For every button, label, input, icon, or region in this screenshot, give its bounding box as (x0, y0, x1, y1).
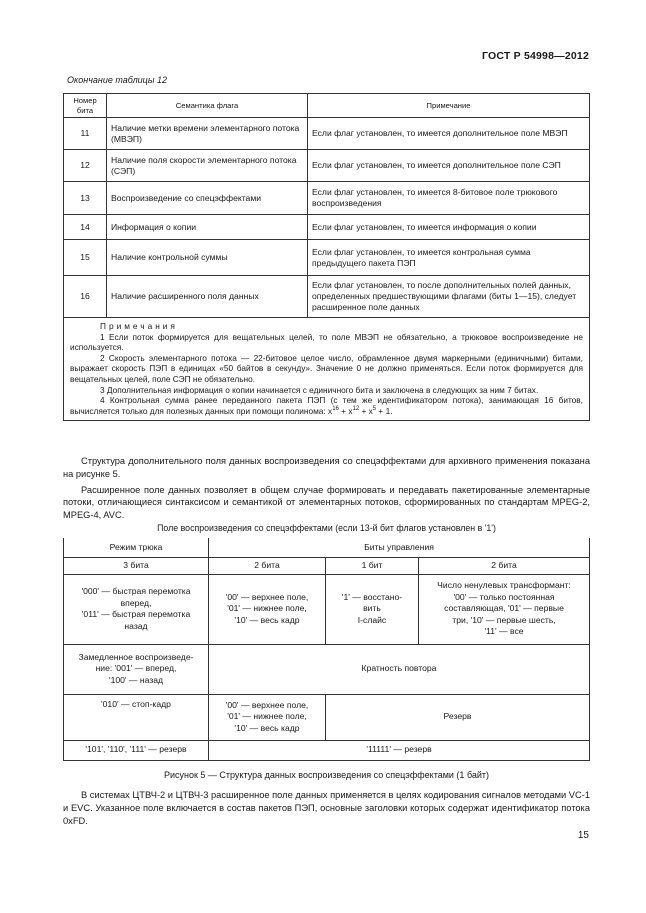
flag-note: Если флаг установлен, то имеется 8-битовое поле трюкового воспроизведения (308, 182, 590, 215)
polynomial: $x^{16} + x^{12} + x^5 + 1$. (328, 405, 393, 416)
transform-count-cell: Число ненулевых трансформант: '00' — только постоянная составляющая, '01' — первые три, '10' — первые шесть, '11' — все (419, 574, 590, 644)
note-item: 3 Дополнительная информация о копии начинается с единичного бита и заключена в следующих за ним 7 битах. (100, 384, 539, 395)
note-4-text: 4 Контрольная сумма ранее переданного пакета ПЭП (с тем же идентификатором потока), занимающая 16 битов, вычисляется только для полезных данных при помощи полинома: (70, 395, 583, 416)
table-notes (64, 318, 590, 421)
note-item (70, 395, 583, 416)
table-row (64, 118, 590, 150)
flag-note: Если флаг установлен, то имеется дополнительное поле СЭП (308, 150, 590, 182)
bit-number: 15 (64, 240, 107, 276)
final-text (63, 789, 590, 827)
bit-number: 11 (64, 118, 107, 150)
flag-semantics: Наличие расширенного поля данных (107, 276, 308, 318)
figure-title: Поле воспроизведения со спецэффектами (если 13-й бит флагов установлен в '1') (157, 523, 496, 533)
page-number: 15 (577, 830, 589, 841)
flag-semantics: Наличие поля скорости элементарного потока (СЭП) (107, 150, 308, 182)
flags-table (63, 93, 590, 421)
bit-number: 13 (64, 182, 107, 215)
fast-forward-cell: '000' — быстрая перемотка вперед, '011' — быстрая перемотка назад (64, 574, 209, 644)
figure-row (64, 740, 590, 760)
field-select-cell: '00' — верхнее поле, '01' — нижнее поле, '10' — весь кадр (209, 694, 326, 740)
flag-semantics: Наличие контрольной суммы (107, 240, 308, 276)
table-header-row (64, 94, 590, 118)
sub-2-bits: 2 бита (209, 557, 326, 574)
reserved-modes-cell: '101', '110', '111' — резерв (64, 740, 209, 760)
repeat-factor-cell: Кратность повтора (209, 644, 590, 694)
i-slice-cell: '1' — восстано- вить I-слайс (326, 574, 419, 644)
field-select-cell: '00' — верхнее поле, '01' — нижнее поле, '10' — весь кадр (209, 574, 326, 644)
header-flag-semantics: Семантика флага (107, 94, 308, 118)
reserved-bits-cell: '11111' — резерв (209, 740, 590, 760)
figure-row (64, 574, 590, 644)
flag-semantics: Наличие метки времени элементарного потока (МВЭП) (107, 118, 308, 150)
head-control-bits: Биты управления (209, 538, 590, 557)
flag-semantics: Воспроизведение со спецэффектами (107, 182, 308, 215)
slow-motion-cell: Замедленное воспроизведе- ние: '001' — вперед, '100' — назад (64, 644, 209, 694)
sub-3-bits: 3 бита (64, 557, 209, 574)
figure-row (64, 694, 590, 740)
bit-number: 14 (64, 215, 107, 240)
note-item: 2 Скорость элементарного потока — 22-битовое целое число, обрамленное двумя маркерными (единичными) битами, выражает скорость ПЭП в единицах «50 байтов в секунду». Значение 0 не должно применяться. Если поток формируется для вещательных целей, поле СЭП не обязательно. (70, 352, 583, 384)
reserve-cell: Резерв (326, 694, 590, 740)
table-row (64, 215, 590, 240)
figure-header-row (64, 538, 590, 557)
paragraph: В системах ЦТВЧ-2 и ЦТВЧ-3 расширенное поле данных применяется в целях кодирования сигналов методами VC-1 и EVC. Указанное поле включается в состав пакетов ПЭП, основные заголовки которых содержат идентификатор потока 0xFD. (63, 790, 590, 826)
flag-note: Если флаг установлен, то после дополнительных полей данных, определенных предшествующими флагами (биты 1—15), следует расширенное поле данных (308, 276, 590, 318)
figure-row (64, 644, 590, 694)
header-bit-number: Номер бита (64, 94, 107, 118)
table-row (64, 182, 590, 215)
table-row (64, 240, 590, 276)
paragraph: Расширенное поле данных позволяет в общем случае формировать и передавать пакетированные элементарные потоки, отличающиеся синтаксисом и семантикой от элементарных потоков, сформированных по стандартам MPEG-2, MPEG-4, AVC. (63, 484, 590, 521)
freeze-frame-cell: '010' — стоп-кадр (64, 694, 209, 740)
note-item: 1 Если поток формируется для вещательных целей, то поле МВЭП не обязательно, а трюковое воспроизведение не используется. (70, 331, 583, 353)
flag-note: Если флаг установлен, то имеется контрольная сумма предыдущего пакета ПЭП (308, 240, 590, 276)
sub-2-bits-b: 2 бита (419, 557, 590, 574)
body-text (63, 455, 590, 525)
figure-caption: Рисунок 5 — Структура данных воспроизведения со спецэффектами (1 байт) (163, 770, 490, 780)
figure-5-table (63, 538, 590, 761)
document-id: ГОСТ Р 54998—2012 (481, 50, 589, 62)
flag-note: Если флаг установлен, то имеется информация о копии (308, 215, 590, 240)
flag-semantics: Информация о копии (107, 215, 308, 240)
bit-number: 12 (64, 150, 107, 182)
figure-subheader-row (64, 557, 590, 574)
sub-1-bit: 1 бит (326, 557, 419, 574)
notes-heading: Примечания (100, 321, 178, 331)
bit-number: 16 (64, 276, 107, 318)
paragraph: Структура дополнительного поля данных воспроизведения со спецэффектами для архивного применения показана на рисунке 5. (63, 456, 590, 479)
flag-note: Если флаг установлен, то имеется дополнительное поле МВЭП (308, 118, 590, 150)
table-continuation-caption: Окончание таблицы 12 (67, 75, 167, 85)
table-row (64, 150, 590, 182)
table-row (64, 276, 590, 318)
head-trick-mode: Режим трюка (64, 538, 209, 557)
header-note: Примечание (308, 94, 590, 118)
table-notes-row (64, 318, 590, 421)
